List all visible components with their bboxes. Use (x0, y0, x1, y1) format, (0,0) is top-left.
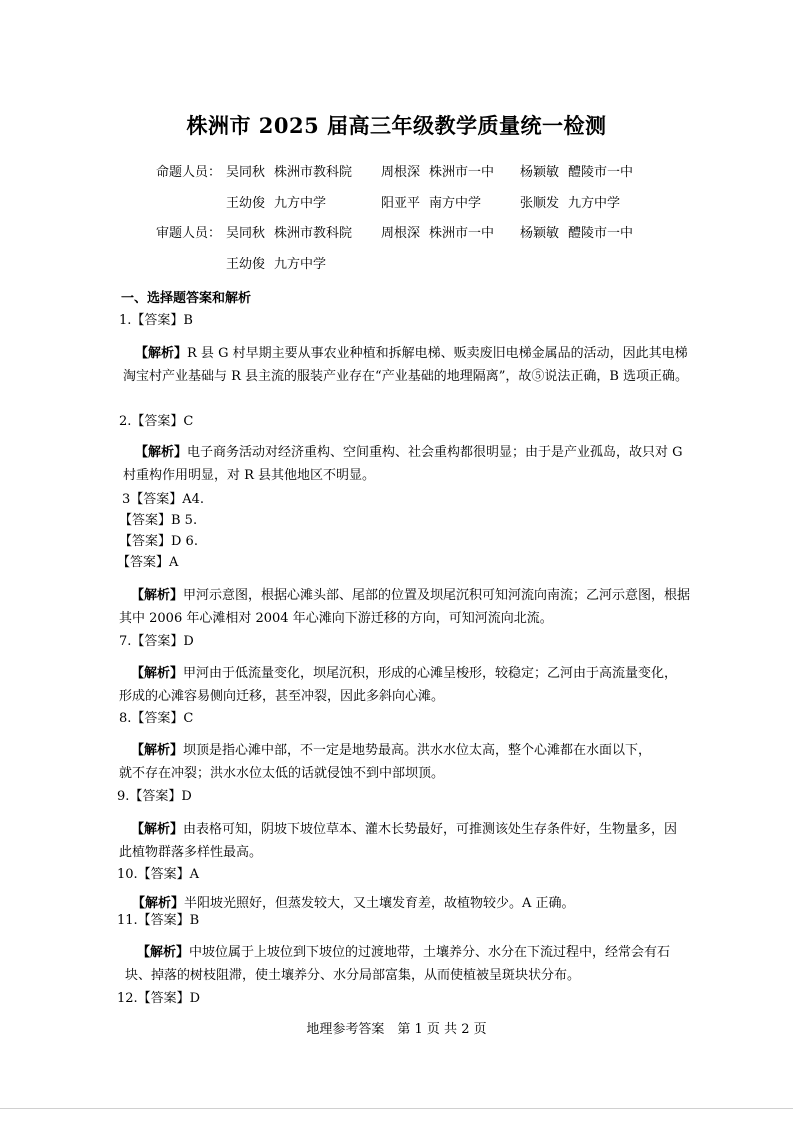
staff-name: 杨颖敏 (520, 165, 560, 180)
staff-name: 张顺发 (520, 196, 560, 211)
staff-unit: 株洲市教科院 (274, 165, 353, 180)
staff-name: 吴同秋 (226, 165, 266, 180)
staff-name: 王幼俊 (226, 196, 266, 211)
explanation-tag: 【解析】 (135, 346, 188, 361)
bottom-divider (0, 1108, 793, 1109)
explanation (125, 941, 685, 987)
section-heading: 一、选择题答案和解析 (121, 291, 252, 306)
page-title: 株洲市 2025 届高三年级教学质量统一检测 (186, 113, 607, 138)
explanation-text: 甲河由于低流量变化，坝尾沉积，形成的心滩呈梭形，较稳定；乙河由于高流量变化，形成的心滩容易侧向迁移，甚至冲裂，因此多斜向心滩。 (119, 666, 678, 704)
reviewer-row-1 (156, 226, 716, 242)
explanation-text: 甲河示意图，根据心滩头部、尾部的位置及坝尾沉积可知河流向南流；乙河示意图，根据其中 2006 年心滩相对 2004 年心滩向下游迁移的方向，可知河流向北流。 (119, 588, 691, 626)
explanation-text: 由表格可知，阴坡下坡位草本、灌木长势最好，可推测该处生存条件好，生物量多，因此植物群落多样性最高。 (119, 822, 678, 860)
answer-line: 【答案】B 5. (119, 513, 198, 528)
answer-line: 2.【答案】C (119, 414, 194, 429)
explanation-tag: 【解析】 (132, 896, 185, 911)
answer-line: 【答案】A (117, 555, 179, 570)
staff-name: 周根深 (381, 165, 421, 180)
answer-line: 【答案】D 6. (119, 534, 198, 549)
explanation (132, 892, 692, 915)
explanation (119, 818, 681, 864)
explanation-text: 中坡位属于上坡位到下坡位的过渡地带，土壤养分、水分在下流过程中，经常会有石块、掉落的树枝阻滞，使土壤养分、水分局部富集，从而使植被呈斑块状分布。 (125, 945, 671, 983)
staff-name: 王幼俊 (226, 257, 266, 272)
explanation-tag: 【解析】 (131, 666, 184, 681)
explanation (123, 441, 683, 487)
explanation (119, 662, 679, 708)
explanation (119, 584, 691, 630)
proposer-label: 命题人员： (156, 165, 222, 180)
staff-unit: 九方中学 (568, 196, 621, 211)
answer-line: 12.【答案】D (117, 991, 201, 1006)
explanation (119, 739, 659, 785)
explanation (123, 342, 691, 388)
staff-unit: 株洲市教科院 (274, 226, 353, 241)
explanation-tag: 【解析】 (135, 445, 188, 460)
answer-line: 9.【答案】D (117, 789, 192, 804)
staff-unit: 九方中学 (274, 257, 327, 272)
explanation-tag: 【解析】 (137, 945, 190, 960)
explanation-text: 半阳坡光照好，但蒸发较大，又土壤发育差，故植物较少。A 正确。 (184, 896, 575, 911)
staff-unit: 醴陵市一中 (568, 165, 634, 180)
explanation-tag: 【解析】 (131, 588, 184, 603)
explanation-text: 坝顶是指心滩中部，不一定是地势最高。洪水水位太高，整个心滩都在水面以下，就不存在冲裂；洪水水位太低的话就侵蚀不到中部坝顶。 (119, 743, 652, 781)
answer-line: 3【答案】A4. (122, 492, 205, 507)
proposer-row-1 (156, 165, 716, 181)
answer-line: 1.【答案】B (119, 313, 193, 328)
reviewer-row-2 (156, 257, 716, 273)
explanation-text: R 县 G 村早期主要从事农业种植和拆解电梯、贩卖废旧电梯金属品的活动，因此其电梯淘宝村产业基础与 R 县主流的服装产业存在“产业基础的地理隔离”，故⑤说法正确，B 选项正确。 (123, 346, 689, 384)
explanation-tag: 【解析】 (131, 743, 184, 758)
staff-unit: 株洲市一中 (429, 165, 495, 180)
explanation-text: 电子商务活动对经济重构、空间重构、社会重构都很明显；由于是产业孤岛，故只对 G 村重构作用明显，对 R 县其他地区不明显。 (123, 445, 683, 483)
staff-name: 杨颖敏 (520, 226, 560, 241)
staff-name: 阳亚平 (381, 196, 421, 211)
answer-line: 7.【答案】D (119, 634, 194, 649)
staff-unit: 醴陵市一中 (568, 226, 634, 241)
staff-unit: 南方中学 (429, 196, 482, 211)
answer-line: 11.【答案】B (117, 913, 200, 928)
staff-unit: 株洲市一中 (429, 226, 495, 241)
answer-line: 8.【答案】C (119, 711, 194, 726)
page-footer: 地理参考答案 第 1 页 共 2 页 (306, 1022, 487, 1037)
explanation-tag: 【解析】 (131, 822, 184, 837)
staff-unit: 九方中学 (274, 196, 327, 211)
staff-name: 周根深 (381, 226, 421, 241)
answer-line: 10.【答案】A (117, 867, 200, 882)
staff-name: 吴同秋 (226, 226, 266, 241)
reviewer-label: 审题人员： (156, 226, 222, 241)
proposer-row-2 (156, 196, 716, 212)
